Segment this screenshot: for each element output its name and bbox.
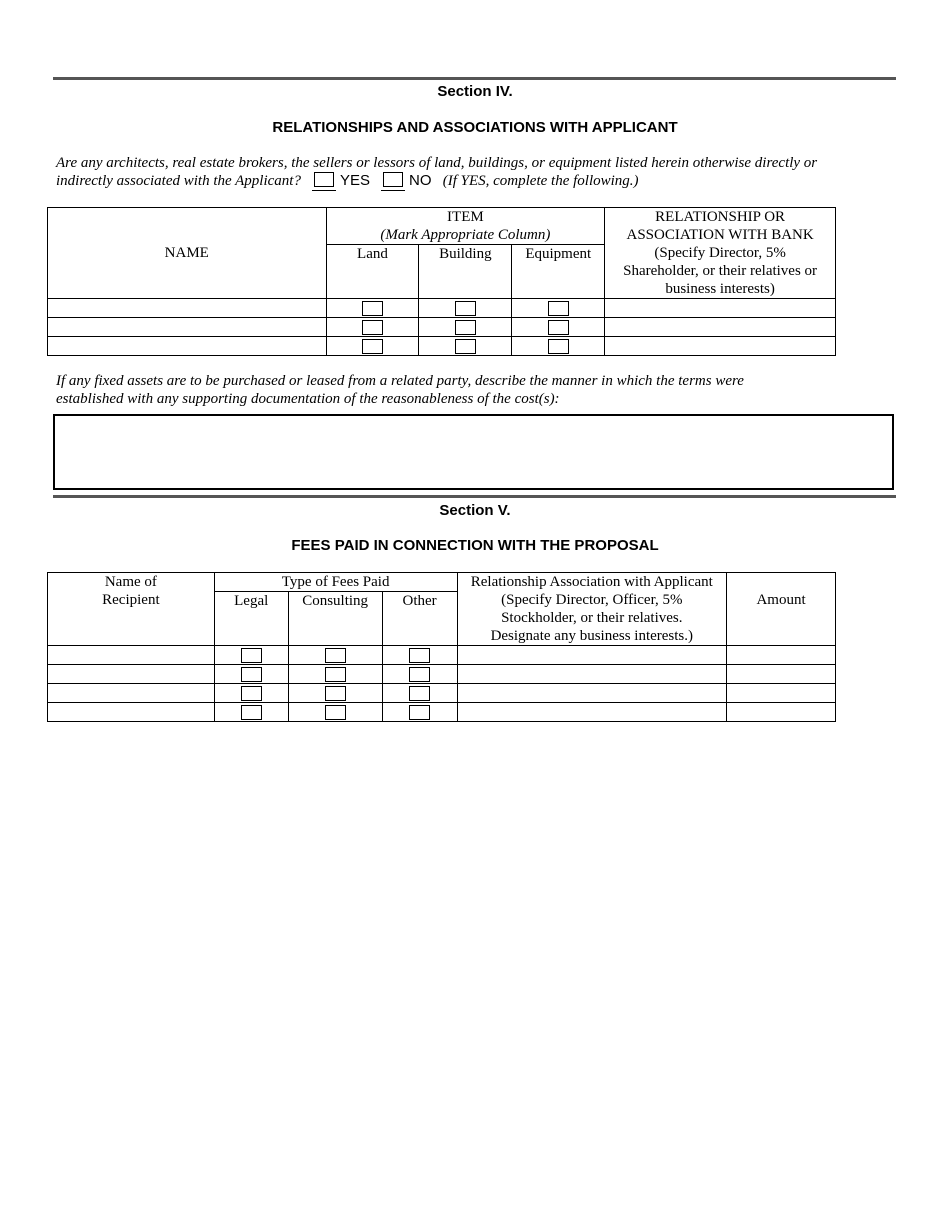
relationship-cell[interactable] [457, 646, 727, 665]
other-checkbox[interactable] [409, 686, 430, 701]
yes-label: YES [339, 172, 370, 189]
question-line-1: Are any architects, real estate brokers, the sellers or lessors of land, buildings, or equipment listed herein otherwise directly or [56, 155, 818, 171]
equipment-checkbox[interactable] [548, 339, 569, 354]
association-question [56, 154, 886, 191]
legal-checkbox[interactable] [241, 686, 262, 701]
section-iv-heading: Section IV. [437, 83, 513, 100]
table-row [48, 337, 836, 356]
fees-type-header: Type of Fees Paid [214, 573, 457, 592]
relationship-cell[interactable] [605, 299, 836, 318]
relationship-cell[interactable] [605, 337, 836, 356]
equipment-checkbox[interactable] [548, 301, 569, 316]
building-checkbox[interactable] [455, 301, 476, 316]
legal-header: Legal [214, 592, 288, 646]
name-cell[interactable] [48, 337, 327, 356]
legal-checkbox[interactable] [241, 667, 262, 682]
recipient-cell[interactable] [48, 703, 215, 722]
consulting-checkbox[interactable] [325, 648, 346, 663]
item-header: ITEM (Mark Appropriate Column) [326, 208, 605, 245]
other-checkbox[interactable] [409, 667, 430, 682]
relationship-header: Relationship Association with Applicant (Specify Director, Officer, 5% Stockholder, or their relatives. Designate any business interests.) [457, 573, 727, 646]
amount-cell[interactable] [727, 684, 836, 703]
consulting-checkbox[interactable] [325, 686, 346, 701]
fixed-assets-description-field[interactable] [53, 414, 894, 490]
recipient-cell[interactable] [48, 665, 215, 684]
land-checkbox[interactable] [362, 339, 383, 354]
section-v-heading: Section V. [439, 502, 511, 519]
relationship-cell[interactable] [457, 665, 727, 684]
legal-checkbox[interactable] [241, 648, 262, 663]
table-row [48, 703, 836, 722]
table-row [48, 665, 836, 684]
other-checkbox[interactable] [409, 648, 430, 663]
table-row [48, 684, 836, 703]
no-label: NO [408, 172, 432, 189]
land-header: Land [326, 245, 419, 299]
other-checkbox[interactable] [409, 705, 430, 720]
table-row [48, 318, 836, 337]
building-checkbox[interactable] [455, 320, 476, 335]
section-iv-title: RELATIONSHIPS AND ASSOCIATIONS WITH APPLICANT [272, 119, 678, 136]
relationship-cell[interactable] [605, 318, 836, 337]
equipment-header: Equipment [512, 245, 605, 299]
recipient-cell[interactable] [48, 646, 215, 665]
table-row [48, 299, 836, 318]
section-divider [53, 77, 896, 80]
no-checkbox[interactable] [383, 172, 403, 187]
amount-cell[interactable] [727, 646, 836, 665]
relationship-cell[interactable] [457, 684, 727, 703]
fixed-assets-instructions: If any fixed assets are to be purchased or leased from a related party, describe the manner in which the terms were established with any supporting documentation of the reasonableness of the cost(s): [56, 373, 744, 407]
relationships-table [47, 207, 836, 356]
consulting-header: Consulting [288, 592, 382, 646]
amount-cell[interactable] [727, 703, 836, 722]
name-header: NAME [48, 208, 327, 299]
recipient-header: Name of Recipient [48, 573, 215, 646]
section-v-title: FEES PAID IN CONNECTION WITH THE PROPOSAL [291, 537, 659, 554]
yes-checkbox[interactable] [314, 172, 334, 187]
land-checkbox[interactable] [362, 320, 383, 335]
question-line-2: indirectly associated with the Applicant? [56, 173, 301, 189]
building-header: Building [419, 245, 512, 299]
building-checkbox[interactable] [455, 339, 476, 354]
land-checkbox[interactable] [362, 301, 383, 316]
if-yes-note: (If YES, complete the following.) [442, 173, 639, 189]
other-header: Other [382, 592, 457, 646]
name-cell[interactable] [48, 318, 327, 337]
fees-table [47, 572, 836, 722]
table-row [48, 646, 836, 665]
relationship-header: RELATIONSHIP OR ASSOCIATION WITH BANK (Specify Director, 5% Shareholder, or their relatives or business interests) [605, 208, 836, 299]
relationship-cell[interactable] [457, 703, 727, 722]
amount-cell[interactable] [727, 665, 836, 684]
name-cell[interactable] [48, 299, 327, 318]
consulting-checkbox[interactable] [325, 705, 346, 720]
legal-checkbox[interactable] [241, 705, 262, 720]
equipment-checkbox[interactable] [548, 320, 569, 335]
section-divider [53, 495, 896, 498]
consulting-checkbox[interactable] [325, 667, 346, 682]
amount-header: Amount [727, 573, 836, 646]
recipient-cell[interactable] [48, 684, 215, 703]
